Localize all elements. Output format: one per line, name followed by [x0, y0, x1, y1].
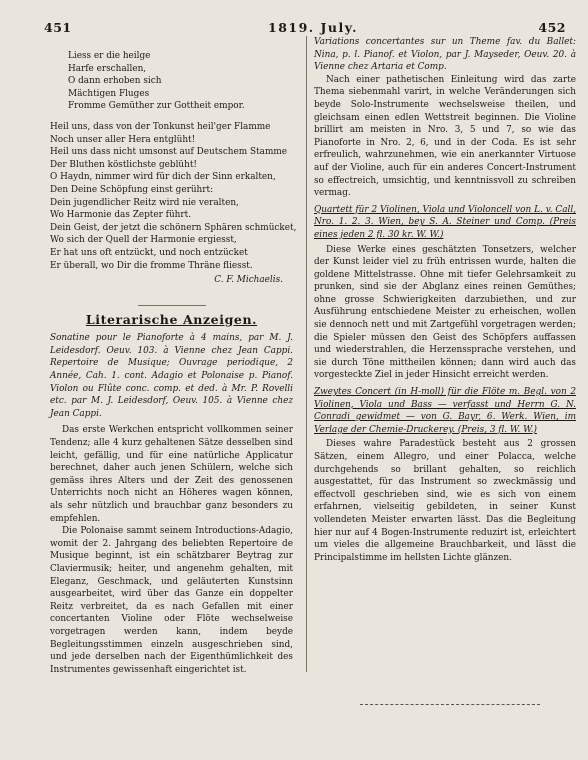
listing-entry: Sonatine pour le Pianoforte à 4 mains, par M. J. Leidesdorf. Oeuv. 103. à Vienne chez Jean Cappi. Repertoire de Musique; Ouvrage periodique, 2 Année, Cah. 1. cont. Adagio et Polonaise p. Pianof. Violon ou Flûte conc. comp. et ded. à Mr. P. Rovelli etc. par M. J. Leidesdorf, Oeuv. 105. à Vienne chez Jean Cappi.	[50, 333, 293, 419]
poem-line: Den Deine Schöpfung einst gerührt:	[50, 184, 214, 195]
review-paragraph: Das erste Werkchen entspricht vollkommen seiner Tendenz; alle 4 kurz gehaltenen Sätze desselben sind leicht, gefällig, und für eine natürliche Applicatur berechnet, daher auch jenen Schülern, welche sich gemäss ihres Alters und der Zeit des genossenen Unterrichts noch nicht an Höheres wagen können, als sehr nützlich und brauchbar ganz besonders zu empfehlen.	[50, 425, 293, 524]
page-number-right: 452	[538, 20, 566, 35]
poem-line: Fromme Gemüther zur Gottheit empor.	[68, 101, 245, 112]
review-paragraph: Die Polonaise sammt seinem Introductions-Adagio, womit der 2. Jahrgang des beliebten Repertoire de Musique beginnt, ist ein schätzbarer Beytrag zur Claviermusik; heiter, und angenehm gehalten, mit Eleganz, Geschmack, und geläuterten Kunstsinn ausgearbeitet, wird über das Ganze ein doppelter Reitz verbreitet, da es nach Gefallen mit einer concertanten Violine oder Flöte wechselweise vorgetragen werden kann, indem beyde Begleitungsstimmen einzeln ausgeschrieben sind, und jede derselben nach der Eigenthümlichkeit des Instrumentes gewissenhaft eingerichtet ist.	[50, 526, 293, 675]
review-paragraph: Dieses wahre Paradestück besteht aus 2 grossen Sätzen, einem Allegro, und einer Polacca, welche durchgehends so brillant gehalten, so reichlich ausgestattet, für das Instrument so zweckmässig und effectvoll geschrieben sind, wie es sich von einem erfahrnen, vielseitig gebildeten, in seiner Kunst vollendeten Meister erwarten lässt. Das die Begleitung hier nur auf 4 Bogen-Instrumente reduzirt ist, erleichtert um vieles die allgemeine Brauchbarkeit, und lässt die Principalstimme im hellsten Lichte glänzen.	[314, 439, 576, 563]
stanza-gap	[50, 113, 293, 121]
poem-line: O dann erhoben sich	[68, 76, 162, 87]
closing-ornament-rule	[360, 704, 540, 706]
poem-line: Er überall, wo Dir die fromme Thräne fliesst.	[50, 260, 253, 271]
page-number-left: 451	[44, 20, 72, 35]
poem-line: Dein Geist, der jetzt die schönern Sphären schmücket,	[50, 222, 297, 233]
poem-line: Dein jugendlicher Reitz wird nie veralten,	[50, 197, 239, 208]
poem-line: Liess er die heilge	[68, 51, 151, 61]
right-column	[314, 36, 576, 564]
column-divider	[306, 36, 307, 672]
poem-line: Noch unser aller Hera entglüht!	[50, 134, 196, 145]
section-rule	[138, 305, 206, 306]
section-title: Literarische Anzeigen.	[85, 311, 258, 327]
poem-line: Wo sich der Quell der Harmonie ergiesst,	[50, 235, 237, 246]
listing-entry: Zweytes Concert (in H-moll) für die Flöte m. Begl. von 2 Violinen, Viola und Bass — verfasst und Herrn G. N. Conradi gewidmet — von G. Bayr, 6. Werk. Wien, im Verlage der Chemie-Druckerey. (Preis, 3 fl. W. W.)	[314, 387, 576, 435]
poem	[50, 50, 297, 287]
poem-signature: C. F. Michaelis.	[214, 275, 283, 286]
poem-line: Heil uns dass nicht umsonst auf Deutschem Stamme	[50, 147, 288, 158]
review-paragraph: Nach einer pathetischen Einleitung wird das zarte Thema siebenmahl varirt, in welche Veränderungen sich beyde Solo-Instrumente wechselsweise theilen, und gleichsam einen edlen Wettstreit beginnen. Die Violine brillirt am meisten in Nro. 3, 5 und 7, so wie das Pianoforte in Nro. 2, 6, und in der Coda. Es ist sehr erfreulich, wahrzunehmen, wie ein anerkannter Virtuose auf der Violine, auch für ein anderes Concert-Instrument so effectreich, umsichtig, und kenntnissvoll zu schreiben vermag.	[314, 74, 576, 199]
review-paragraph: Diese Werke eines geschätzten Tonsetzers, welcher der Kunst leider viel zu früh entrissen wurde, halten die goldene Mittelstrasse. Ohne mit tiefer Gelehrsamkeit zu prunken, sind sie der Abglanz eines reinen Gemüthes; ohne grosse Schwierigkeiten darzubiethen, und zur Ausführung entschiedene Meister zu erheischen, wollen sie dennoch nett und mit Zartgefühl vorgetragen werden; die Spieler müssen den Geist des Schöpfers auffassen und wiederstrahlen, die Herzenssprache verstehen, und sie durch Töne mittheilen können; dann wird auch das vorgesteckte Ziel in jeder Hinsicht erreicht werden.	[314, 244, 576, 381]
page-header-date: 1819. July.	[268, 20, 358, 35]
poem-line: O Haydn, nimmer wird für dich der Sinn erkalten,	[50, 172, 276, 183]
listing-entry: Quartett für 2 Violinen, Viola und Violoncell von L. v. Call, Nro. 1. 2. 3. Wien, bey S. A. Steiner und Comp. (Preis eines jeden 2 fl. 30 kr. W. W.)	[314, 204, 576, 240]
poem-line: Wo Harmonie das Zepter führt.	[50, 210, 192, 221]
poem-line: Er hat uns oft entzückt, und noch entzücket	[50, 247, 248, 258]
poem-line: Der Bluthen köstlichste geblüht!	[50, 159, 197, 170]
listing-entry: Variations concertantes sur un Theme fav. du Ballet: Nina, p. l. Pianof. et Violon, par J. Mayseder, Oeuv. 20. à Vienne chez Artaria et Comp.	[314, 37, 576, 73]
poem-line: Heil uns, dass von der Tonkunst heil'ger Flamme	[50, 121, 271, 132]
poem-line: Harfe erschallen,	[68, 63, 147, 74]
left-column	[50, 50, 297, 676]
poem-line: Mächtigen Fluges	[68, 88, 150, 99]
